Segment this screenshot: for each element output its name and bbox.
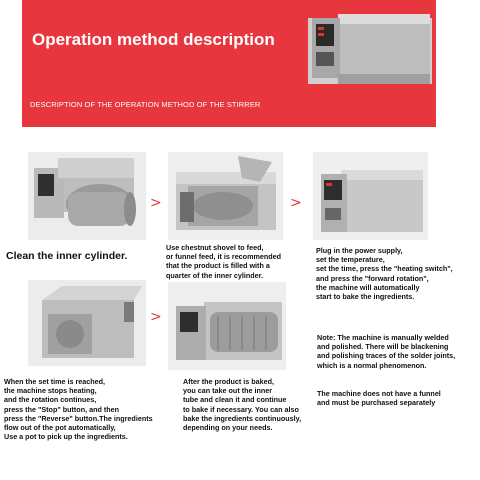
- step4-photo: [28, 280, 146, 366]
- arrow-2: >: [290, 195, 302, 211]
- header-banner: [22, 0, 436, 127]
- note-welding: Note: The machine is manually welded and polished. There will be blackening and polishing traces of the solder joints, which is a normal phenomenon.: [317, 333, 456, 370]
- step5-photo: [168, 282, 286, 370]
- step3-caption: Plug in the power supply, set the temperature, set the time, press the "heating switch", and press the "forward rotation", the machine will automatically start to bake the ingredients.: [316, 246, 453, 302]
- step5-caption: After the product is baked, you can take out the inner tube and clean it and continue to bake if necessary. You can also bake the ingredients continuously, depending on your needs.: [183, 377, 302, 433]
- step2-photo: [168, 152, 283, 240]
- note-funnel: The machine does not have a funnel and must be purchased separately: [317, 389, 441, 408]
- step3-photo: [313, 152, 428, 240]
- step2-caption: Use chestnut shovel to feed, or funnel feed, it is recommended that the product is filled with a quarter of the inner cylinder.: [166, 243, 282, 280]
- arrow-1: >: [150, 195, 162, 211]
- step1-photo: [28, 152, 146, 240]
- roaster-machine-image: [308, 8, 432, 86]
- arrow-3: >: [150, 309, 162, 325]
- step4-caption: When the set time is reached, the machine stops heating, and the rotation continues, press the "Stop" button, and then press the "Reverse" button.The ingredients flow out of the pot automatically, Use a pot to pick up the ingredients.: [4, 377, 153, 442]
- step1-caption: Clean the inner cylinder.: [6, 250, 128, 262]
- banner-subtitle: DESCRIPTION OF THE OPERATION METHOD OF THE STIRRER: [30, 100, 261, 109]
- banner-title: Operation method description: [32, 30, 275, 49]
